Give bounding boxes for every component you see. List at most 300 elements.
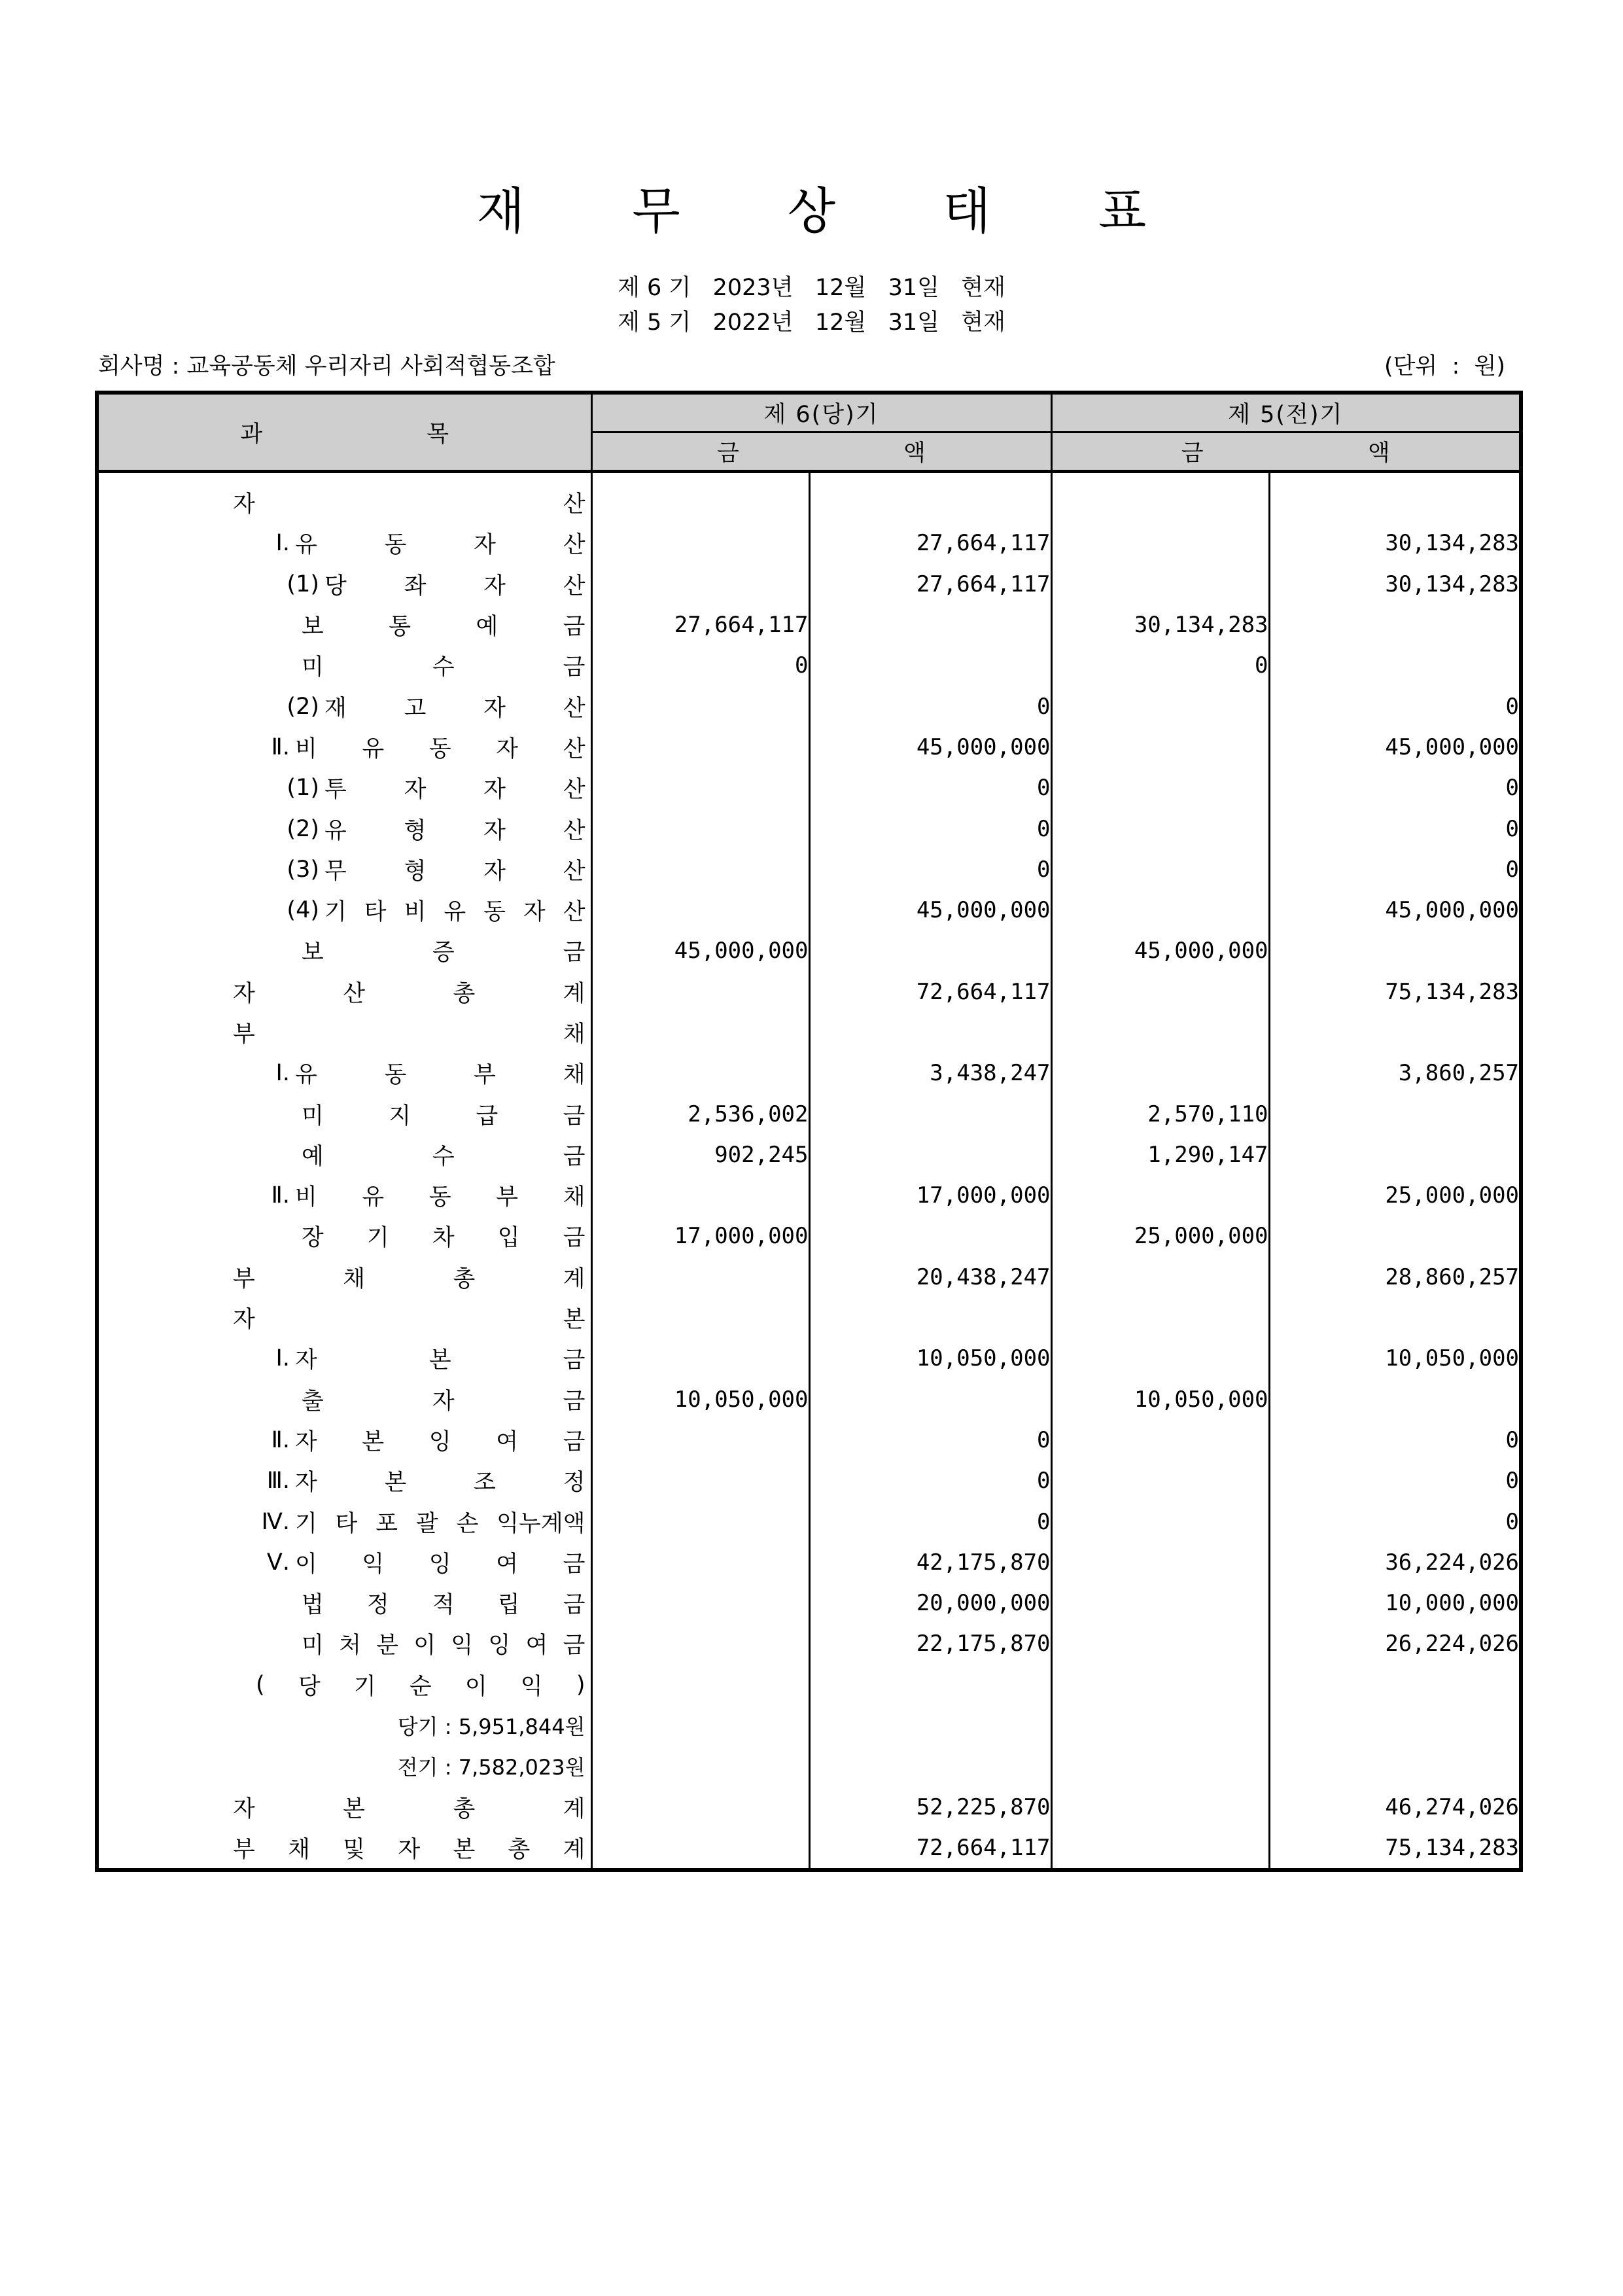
table-row [97, 645, 1521, 686]
account-prefix: (1) [287, 775, 319, 802]
account-char: 본 [362, 1428, 385, 1455]
previous-total-amount [1269, 1379, 1521, 1420]
account-char: 예 [302, 1143, 324, 1170]
account-char: 산 [343, 980, 366, 1007]
previous-total-amount [1269, 1093, 1521, 1134]
account-label [302, 1093, 585, 1134]
account-cell [97, 890, 591, 930]
account-char: 본 [343, 1795, 366, 1822]
current-detail-amount [591, 686, 809, 726]
account-cell [97, 482, 591, 523]
table-row [97, 727, 1521, 768]
previous-detail-amount: 0 [1051, 645, 1269, 686]
current-total-amount [809, 1665, 1051, 1705]
current-total-amount [809, 1012, 1051, 1053]
previous-total-amount: 30,134,283 [1385, 530, 1520, 557]
account-char: 유 [362, 735, 385, 762]
current-total-amount [809, 1135, 1051, 1175]
current-total-amount: 0 [809, 808, 1051, 849]
account-cell [97, 1093, 591, 1134]
account-char: 처 [339, 1633, 361, 1659]
header-previous-period: 제 5(전)기 [1051, 393, 1521, 433]
previous-total-amount: 10,050,000 [1385, 1345, 1520, 1372]
current-detail-amount [591, 1257, 809, 1298]
current-total-amount [809, 930, 1051, 971]
account-char: 당 [324, 573, 347, 599]
account-cell [97, 1705, 591, 1746]
previous-detail-amount [1051, 768, 1269, 808]
account-char: 산 [563, 735, 585, 762]
account-char: 미 [302, 1103, 324, 1129]
account-char: 비 [295, 735, 317, 762]
account-char: 동 [384, 1062, 407, 1089]
account-char: 자 [483, 573, 506, 599]
table-row [97, 564, 1521, 605]
previous-total-amount: 28,860,257 [1385, 1263, 1520, 1290]
account-char: 자 [295, 1428, 317, 1455]
net-income-note: 전기 : 7,582,023원 [397, 1755, 585, 1780]
previous-total-amount [1269, 1705, 1521, 1746]
account-prefix: (4) [287, 897, 319, 924]
table-row [97, 1093, 1521, 1134]
account-label [287, 768, 585, 808]
account-char: 유 [295, 1062, 317, 1089]
account-char: 채 [563, 1021, 585, 1048]
header-current-amount: 금 액 [591, 433, 1051, 472]
current-detail-amount [591, 1420, 809, 1460]
previous-total-amount: 45,000,000 [1385, 733, 1520, 760]
account-prefix: Ⅱ. [271, 1182, 290, 1209]
previous-total-amount [1269, 1216, 1521, 1256]
account-char: 예 [476, 614, 498, 641]
account-char: 본 [563, 1307, 585, 1333]
account-label [302, 1135, 585, 1175]
account-cell [97, 523, 591, 563]
account-prefix: Ⅰ. [275, 1345, 290, 1372]
account-char: 총 [453, 1265, 476, 1292]
account-char: 비 [295, 1184, 317, 1211]
account-char: 채 [563, 1184, 585, 1211]
previous-detail-amount [1051, 482, 1269, 523]
table-row [97, 1828, 1521, 1870]
previous-detail-amount [1051, 972, 1269, 1012]
previous-detail-amount [1051, 1460, 1269, 1501]
current-total-amount: 0 [809, 1460, 1051, 1501]
account-char: 기 [324, 899, 347, 926]
account-char: 자 [295, 1470, 317, 1496]
table-row [97, 972, 1521, 1012]
table-row [97, 1338, 1521, 1379]
current-total-amount: 52,225,870 [809, 1787, 1051, 1828]
account-label [302, 1216, 585, 1256]
table-row [97, 1298, 1521, 1338]
previous-total-amount: 0 [1505, 1426, 1520, 1453]
previous-detail-amount [1051, 1828, 1269, 1870]
account-char: 증 [432, 940, 455, 966]
current-total-amount [809, 1093, 1051, 1134]
current-total-amount: 0 [809, 849, 1051, 890]
account-cell [97, 1379, 591, 1420]
previous-detail-amount [1051, 849, 1269, 890]
previous-total-amount [1269, 1135, 1521, 1175]
account-char: 자 [233, 980, 255, 1007]
previous-detail-amount [1051, 523, 1269, 563]
account-char: ) [576, 1671, 585, 1698]
account-char: 정 [563, 1470, 585, 1496]
account-label [266, 1542, 585, 1583]
account-char: 계 [563, 1795, 585, 1822]
current-detail-amount [591, 727, 809, 768]
current-total-amount: 27,664,117 [809, 523, 1051, 563]
account-label [233, 1298, 585, 1338]
current-total-amount: 3,438,247 [809, 1053, 1051, 1093]
previous-detail-amount [1051, 808, 1269, 849]
table-row [97, 849, 1521, 890]
current-total-amount [809, 605, 1051, 645]
previous-total-amount: 45,000,000 [1385, 897, 1520, 924]
previous-detail-amount [1051, 1665, 1269, 1705]
account-char: 및 [343, 1836, 366, 1863]
account-char: 정 [366, 1592, 389, 1619]
account-label [271, 727, 585, 768]
account-label [233, 1828, 585, 1868]
previous-detail-amount [1051, 1298, 1269, 1338]
current-detail-amount [591, 482, 809, 523]
account-cell [97, 1746, 591, 1786]
account-char: 지 [389, 1103, 411, 1129]
account-cell [97, 1216, 591, 1256]
table-row [97, 890, 1521, 930]
account-label [302, 1623, 585, 1664]
current-detail-amount [591, 972, 809, 1012]
current-detail-amount [591, 523, 809, 563]
header-separator [97, 472, 1521, 483]
table-row [97, 1623, 1521, 1664]
account-char: 형 [404, 858, 427, 885]
account-cell [97, 768, 591, 808]
previous-total-amount: 0 [1505, 1468, 1520, 1494]
account-char: 금 [563, 1103, 585, 1129]
account-prefix: Ⅳ. [261, 1508, 290, 1535]
account-char: 총 [453, 1795, 476, 1822]
account-char: 유 [295, 532, 317, 559]
account-char: 금 [563, 654, 585, 681]
account-char: 자 [474, 532, 496, 559]
previous-total-amount [1269, 645, 1521, 686]
account-prefix: Ⅴ. [266, 1549, 290, 1576]
previous-detail-amount: 2,570,110 [1051, 1093, 1269, 1134]
previous-detail-amount [1051, 1746, 1269, 1786]
current-total-amount [809, 1746, 1051, 1786]
account-char: 자 [404, 777, 427, 804]
previous-total-amount [1269, 1298, 1521, 1338]
account-char: 괄 [415, 1510, 438, 1537]
account-cell [97, 1828, 591, 1870]
table-row [97, 1665, 1521, 1705]
account-cell [97, 1460, 591, 1501]
account-prefix: Ⅱ. [271, 733, 290, 760]
previous-detail-amount: 45,000,000 [1051, 930, 1269, 971]
account-char: 유 [362, 1184, 385, 1211]
account-char: 부 [233, 1021, 255, 1048]
account-char: 익 [451, 1633, 474, 1659]
account-cell [97, 1012, 591, 1053]
account-char: 부 [233, 1836, 255, 1863]
account-label [287, 564, 585, 605]
account-char: 고 [404, 695, 427, 722]
previous-total-amount: 0 [1505, 856, 1520, 883]
current-detail-amount [591, 1175, 809, 1216]
current-total-amount [809, 645, 1051, 686]
account-char: 순 [409, 1673, 432, 1700]
account-char: 계 [563, 1265, 585, 1292]
previous-detail-amount [1051, 1542, 1269, 1583]
table-row [97, 1746, 1521, 1786]
account-char: 자 [233, 491, 255, 518]
account-char: 포 [375, 1510, 398, 1537]
account-label [287, 890, 585, 930]
account-char: 동 [483, 899, 506, 926]
account-label [233, 482, 585, 523]
table-row [97, 1012, 1521, 1053]
account-label [302, 645, 585, 686]
header-account: 과 목 [97, 393, 591, 472]
account-char: 부 [496, 1184, 519, 1211]
account-char: 금 [563, 1388, 585, 1415]
balance-sheet-table [95, 391, 1523, 1872]
account-label [261, 1501, 585, 1542]
current-detail-amount [591, 1787, 809, 1828]
account-char: 산 [563, 491, 585, 518]
account-char: 금 [563, 1592, 585, 1619]
current-total-amount [809, 1298, 1051, 1338]
previous-detail-amount [1051, 1623, 1269, 1664]
account-cell [97, 1135, 591, 1175]
previous-detail-amount [1051, 890, 1269, 930]
account-char: 자 [523, 899, 546, 926]
account-label [302, 1379, 585, 1420]
account-cell [97, 727, 591, 768]
account-char: 금 [563, 1225, 585, 1252]
account-char: 자 [483, 777, 506, 804]
table-row [97, 1379, 1521, 1420]
unit-label: (단위 : 원) [1384, 353, 1505, 380]
account-char: 타 [364, 899, 387, 926]
account-prefix: Ⅰ. [275, 1060, 290, 1087]
account-char: 익누계액 [497, 1510, 585, 1537]
table-row [97, 1460, 1521, 1501]
current-detail-amount: 902,245 [591, 1135, 809, 1175]
account-cell [97, 645, 591, 686]
account-char: 산 [563, 573, 585, 599]
account-cell [97, 930, 591, 971]
account-label [275, 1338, 585, 1379]
account-prefix: Ⅲ. [266, 1468, 290, 1494]
account-char: 유 [444, 899, 466, 926]
previous-detail-amount [1051, 1583, 1269, 1623]
current-detail-amount: 27,664,117 [591, 605, 809, 645]
account-char: 무 [324, 858, 347, 885]
account-char: 자 [432, 1388, 455, 1415]
previous-total-amount: 25,000,000 [1385, 1182, 1520, 1209]
account-char: 금 [563, 614, 585, 641]
company-name: 회사명 : 교육공동체 우리자리 사회적협동조합 [98, 353, 555, 380]
previous-detail-amount [1051, 1787, 1269, 1828]
current-total-amount: 10,050,000 [809, 1338, 1051, 1379]
previous-detail-amount [1051, 1053, 1269, 1093]
account-char: 미 [302, 654, 324, 681]
table-row [97, 808, 1521, 849]
account-char: 산 [563, 817, 585, 844]
current-total-amount: 45,000,000 [809, 727, 1051, 768]
account-prefix: Ⅰ. [275, 530, 290, 557]
account-char: 금 [563, 940, 585, 966]
account-cell [97, 972, 591, 1012]
current-detail-amount [591, 1665, 809, 1705]
account-char: 금 [563, 1551, 585, 1578]
account-label [256, 1665, 585, 1705]
account-label [287, 849, 585, 890]
table-row [97, 1135, 1521, 1175]
account-char: 부 [474, 1062, 496, 1089]
account-cell [97, 1787, 591, 1828]
previous-total-amount: 10,000,000 [1385, 1590, 1520, 1617]
table-row [97, 605, 1521, 645]
account-char: 립 [497, 1592, 520, 1619]
account-cell [97, 849, 591, 890]
previous-total-amount [1269, 605, 1521, 645]
account-char: 여 [525, 1633, 548, 1659]
account-char: 채 [563, 1062, 585, 1089]
table-row [97, 768, 1521, 808]
account-label [287, 686, 585, 726]
account-cell [97, 1053, 591, 1093]
current-detail-amount [591, 808, 809, 849]
account-char: 재 [324, 695, 347, 722]
current-detail-amount [591, 1298, 809, 1338]
account-char: 본 [384, 1470, 407, 1496]
account-char: 투 [324, 777, 347, 804]
account-char: 동 [384, 532, 407, 559]
previous-detail-amount: 1,290,147 [1051, 1135, 1269, 1175]
previous-detail-amount [1051, 1175, 1269, 1216]
account-char: 자 [233, 1307, 255, 1333]
current-detail-amount: 0 [591, 645, 809, 686]
account-char: 타 [335, 1510, 358, 1537]
current-total-amount: 72,664,117 [809, 972, 1051, 1012]
account-char: 채 [288, 1836, 310, 1863]
account-char: 수 [432, 654, 455, 681]
account-char: 여 [496, 1428, 519, 1455]
account-char: 계 [563, 980, 585, 1007]
current-total-amount: 22,175,870 [809, 1623, 1051, 1664]
table-row [97, 1053, 1521, 1093]
account-prefix: (2) [287, 693, 319, 720]
account-prefix: Ⅱ. [271, 1426, 290, 1453]
table-row [97, 1257, 1521, 1298]
account-label [287, 808, 585, 849]
previous-total-amount: 0 [1505, 693, 1520, 720]
account-char: 금 [563, 1143, 585, 1170]
account-label [271, 1175, 585, 1216]
table-row [97, 1542, 1521, 1583]
previous-detail-amount [1051, 1420, 1269, 1460]
account-char: 채 [343, 1265, 366, 1292]
account-char: 비 [404, 899, 427, 926]
current-total-amount: 42,175,870 [809, 1542, 1051, 1583]
previous-detail-amount: 10,050,000 [1051, 1379, 1269, 1420]
previous-detail-amount [1051, 1338, 1269, 1379]
account-char: 차 [432, 1225, 455, 1252]
current-detail-amount [591, 1460, 809, 1501]
account-label [233, 1787, 585, 1828]
account-cell [97, 1542, 591, 1583]
previous-detail-amount [1051, 1257, 1269, 1298]
current-total-amount: 0 [809, 1420, 1051, 1460]
account-char: 산 [563, 777, 585, 804]
current-total-amount: 72,664,117 [809, 1828, 1051, 1870]
account-char: 손 [456, 1510, 479, 1537]
account-label [266, 1460, 585, 1501]
current-total-amount [809, 482, 1051, 523]
account-label [233, 1257, 585, 1298]
period-previous: 제 5 기 2022년 12월 31일 현재 [618, 309, 1005, 336]
current-total-amount [809, 1705, 1051, 1746]
net-income-note: 당기 : 5,951,844원 [397, 1714, 585, 1740]
account-cell [97, 605, 591, 645]
account-cell [97, 1665, 591, 1705]
account-char: 총 [508, 1836, 531, 1863]
account-char: 총 [453, 980, 476, 1007]
account-char: 동 [428, 735, 451, 762]
current-detail-amount [591, 1053, 809, 1093]
account-char: 잉 [428, 1551, 451, 1578]
current-detail-amount [591, 1828, 809, 1870]
table-row [97, 1705, 1521, 1746]
current-total-amount: 0 [809, 768, 1051, 808]
previous-total-amount: 0 [1505, 815, 1520, 842]
current-total-amount [809, 1379, 1051, 1420]
previous-total-amount [1269, 1746, 1521, 1786]
account-char: 동 [428, 1184, 451, 1211]
account-cell [97, 564, 591, 605]
account-char: 통 [389, 614, 411, 641]
previous-total-amount: 3,860,257 [1398, 1060, 1520, 1087]
current-detail-amount [591, 1012, 809, 1053]
account-char: 자 [398, 1836, 421, 1863]
account-char: 산 [563, 899, 585, 926]
account-char: 계 [563, 1836, 585, 1863]
current-detail-amount [591, 1623, 809, 1664]
period-current: 제 6 기 2023년 12월 31일 현재 [618, 275, 1005, 301]
table-row [97, 1787, 1521, 1828]
document-title: 재 무 상 태 표 [476, 182, 1193, 240]
account-char: 보 [302, 614, 324, 641]
table-row [97, 1420, 1521, 1460]
account-char: 본 [453, 1836, 476, 1863]
account-char: 출 [302, 1388, 324, 1415]
account-cell [97, 1298, 591, 1338]
account-cell [97, 1257, 591, 1298]
current-total-amount: 0 [809, 686, 1051, 726]
current-detail-amount: 2,536,002 [591, 1093, 809, 1134]
account-label [275, 1053, 585, 1093]
previous-detail-amount [1051, 564, 1269, 605]
account-char: 기 [366, 1225, 389, 1252]
account-char: 금 [563, 1428, 585, 1455]
current-total-amount: 20,000,000 [809, 1583, 1051, 1623]
account-char: 형 [404, 817, 427, 844]
